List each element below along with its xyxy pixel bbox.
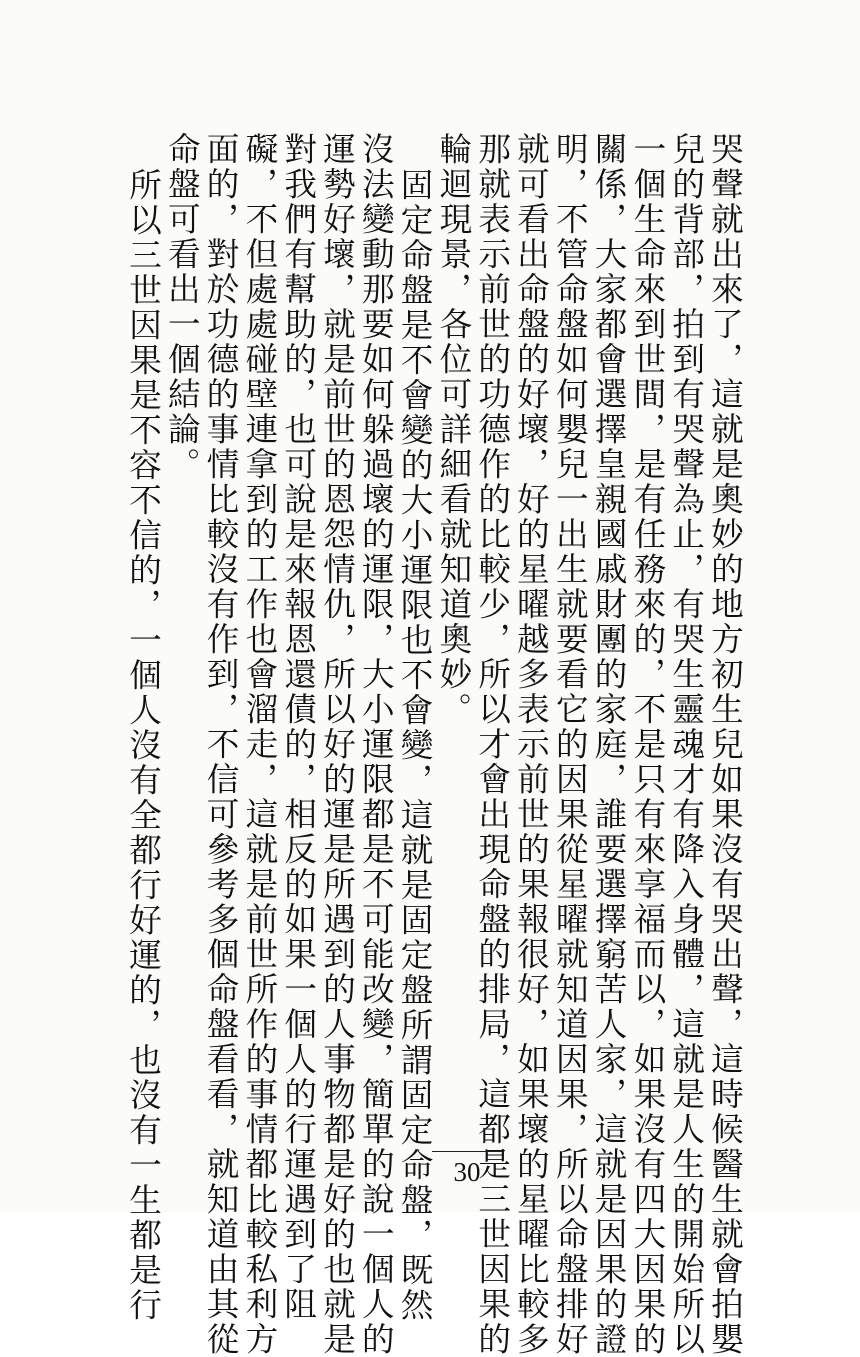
text-column: 關係，大家都會選擇皇親國戚財團的家庭，誰要選擇窮苦人家，這就是因果的證	[589, 132, 628, 1357]
text-column: 輪迴現景，各位可詳細看就知道奧妙。	[434, 132, 473, 727]
page-number-rule	[432, 1151, 502, 1152]
text-column: 就可看出命盤的好壞，好的星曜越多表示前世的果報很好，如果壞的星曜比較多	[511, 132, 550, 1357]
text-column-paragraph-start: 所以三世因果是不容不信的，一個人沒有全都行好運的，也沒有一生都是行	[124, 168, 162, 1323]
text-column: 明，不管命盤如何嬰兒一出生就要看它的因果從星曜就知道因果，所以命盤排好	[550, 132, 589, 1357]
text-column: 兒的背部，拍到有哭聲為止，有哭生靈魂才有降入身體，這就是人生的開始所以	[667, 132, 706, 1357]
text-column: 對我們有幫助的，也可說是來報恩還債的，相反的如果一個人的行運遇到了阻	[279, 132, 318, 1322]
text-column: 哭聲就出來了，這就是奧妙的地方初生兒如果沒有哭出聲，這時候醫生就會拍嬰	[705, 132, 744, 1357]
text-column: 運勢好壞，就是前世的恩怨情仇，所以好的運是所遇到的人事物都是好的也就是	[317, 132, 356, 1357]
text-column: 沒法變動那要如何躲過壞的運限，大小運限都是不可能改變，簡單的說一個人的	[356, 132, 395, 1357]
text-column: 一個生命來到世間，是有任務來的，不是只有來享福而以，如果沒有四大因果的	[628, 132, 667, 1357]
page-number: 30	[453, 1157, 481, 1187]
text-column-paragraph-start: 固定命盤是不會變的大小運限也不會變，這就是固定盤所謂固定命盤，既然	[395, 168, 434, 1323]
text-column: 那就表示前世的功德作的比較少，所以才會出現命盤的排局，這都是三世因果的	[473, 132, 512, 1357]
text-column: 礙，不但處處碰壁連拿到的工作也會溜走，這就是前世所作的事情都比較私利方	[240, 132, 279, 1357]
text-column: 面的，對於功德的事情比較沒有作到，不信可參考多個命盤看看，就知道由其從	[201, 132, 240, 1357]
text-column: 命盤可看出一個結論。	[162, 132, 201, 482]
